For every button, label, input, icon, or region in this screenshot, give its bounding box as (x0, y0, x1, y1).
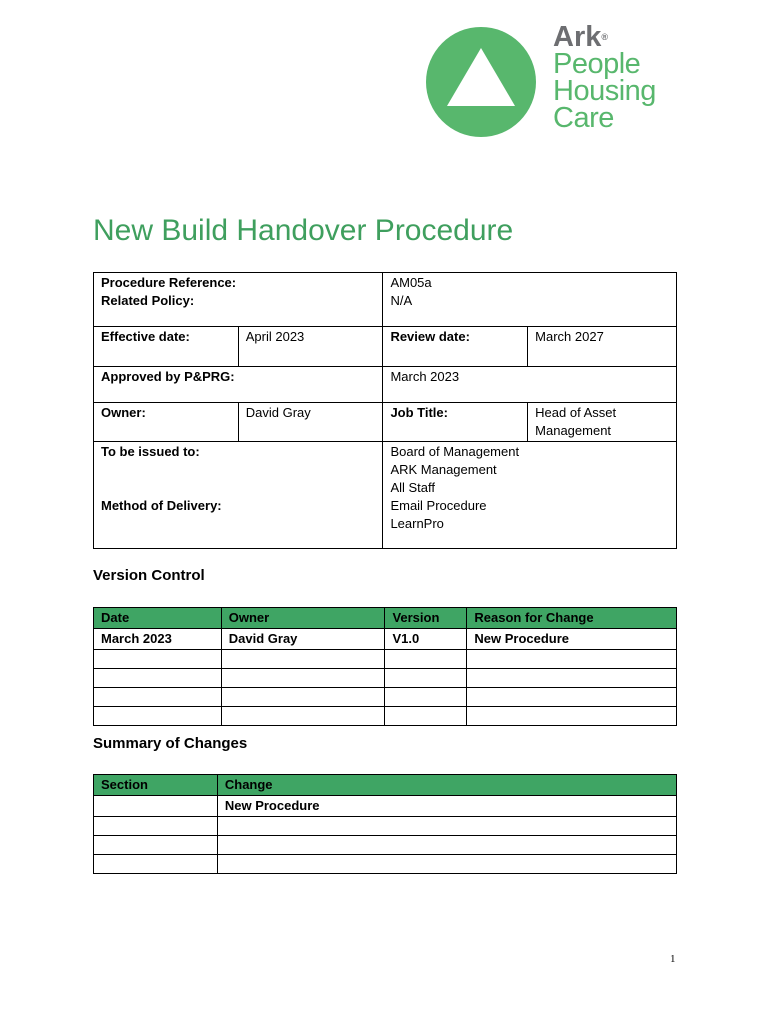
vc-cell (385, 669, 467, 688)
job-title-value: Head of Asset Management (528, 403, 677, 442)
sc-cell (217, 817, 676, 836)
logo-word-people: People (553, 48, 641, 80)
issued-delivery-value-cell: Board of Management ARK Management All Staff Email Procedure LearnPro (383, 442, 677, 549)
sc-cell (94, 796, 218, 817)
logo-word-housing: Housing (553, 75, 656, 107)
table-row (94, 796, 677, 817)
review-date-value: March 2027 (528, 327, 677, 367)
version-control-heading: Version Control (93, 567, 205, 584)
summary-of-changes-heading: Summary of Changes (93, 735, 248, 752)
approved-by-value: March 2023 (383, 367, 677, 403)
logo-word-care: Care (553, 102, 614, 134)
vc-cell (94, 650, 222, 669)
sc-cell (94, 817, 218, 836)
document-title: New Build Handover Procedure (93, 214, 514, 247)
sc-cell (217, 836, 676, 855)
vc-cell (467, 650, 677, 669)
procedure-reference-value-cell: AM05a N/A (383, 273, 677, 327)
triangle-logo-icon (422, 26, 540, 138)
summary-of-changes-table (93, 774, 677, 874)
table-row (94, 855, 677, 874)
table-row (94, 688, 677, 707)
vc-cell (385, 707, 467, 726)
review-date-label: Review date: (383, 327, 528, 367)
vc-cell (467, 669, 677, 688)
owner-value: David Gray (238, 403, 383, 442)
vc-cell (385, 688, 467, 707)
vc-cell (221, 650, 385, 669)
vc-cell: V1.0 (385, 629, 467, 650)
vc-header-owner: Owner (221, 608, 385, 629)
version-control-table (93, 607, 677, 726)
sc-header-change: Change (217, 775, 676, 796)
vc-cell (221, 707, 385, 726)
sc-cell (217, 855, 676, 874)
page-number: 1 (670, 953, 676, 965)
logo-brand: Ark® (553, 21, 608, 53)
table-row (94, 707, 677, 726)
procedure-info-table (93, 272, 677, 549)
vc-cell (94, 707, 222, 726)
vc-cell (467, 707, 677, 726)
vc-header-date: Date (94, 608, 222, 629)
vc-cell: March 2023 (94, 629, 222, 650)
vc-header-version: Version (385, 608, 467, 629)
vc-cell (467, 688, 677, 707)
vc-cell (221, 688, 385, 707)
table-row (94, 629, 677, 650)
table-row (94, 669, 677, 688)
vc-cell (221, 669, 385, 688)
vc-header-reason: Reason for Change (467, 608, 677, 629)
vc-cell (385, 650, 467, 669)
table-row (94, 817, 677, 836)
table-row (94, 650, 677, 669)
approved-by-label: Approved by P&PRG: (94, 367, 383, 403)
sc-cell (94, 836, 218, 855)
vc-cell: David Gray (221, 629, 385, 650)
procedure-reference-label-cell: Procedure Reference: Related Policy: (94, 273, 383, 327)
sc-header-section: Section (94, 775, 218, 796)
issued-delivery-label-cell: To be issued to: Method of Delivery: (94, 442, 383, 549)
table-row (94, 836, 677, 855)
ark-logo (422, 21, 682, 140)
job-title-label: Job Title: (383, 403, 528, 442)
sc-cell: New Procedure (217, 796, 676, 817)
sc-cell (94, 855, 218, 874)
vc-cell: New Procedure (467, 629, 677, 650)
vc-cell (94, 688, 222, 707)
effective-date-value: April 2023 (238, 327, 383, 367)
vc-cell (94, 669, 222, 688)
effective-date-label: Effective date: (94, 327, 239, 367)
owner-label: Owner: (94, 403, 239, 442)
